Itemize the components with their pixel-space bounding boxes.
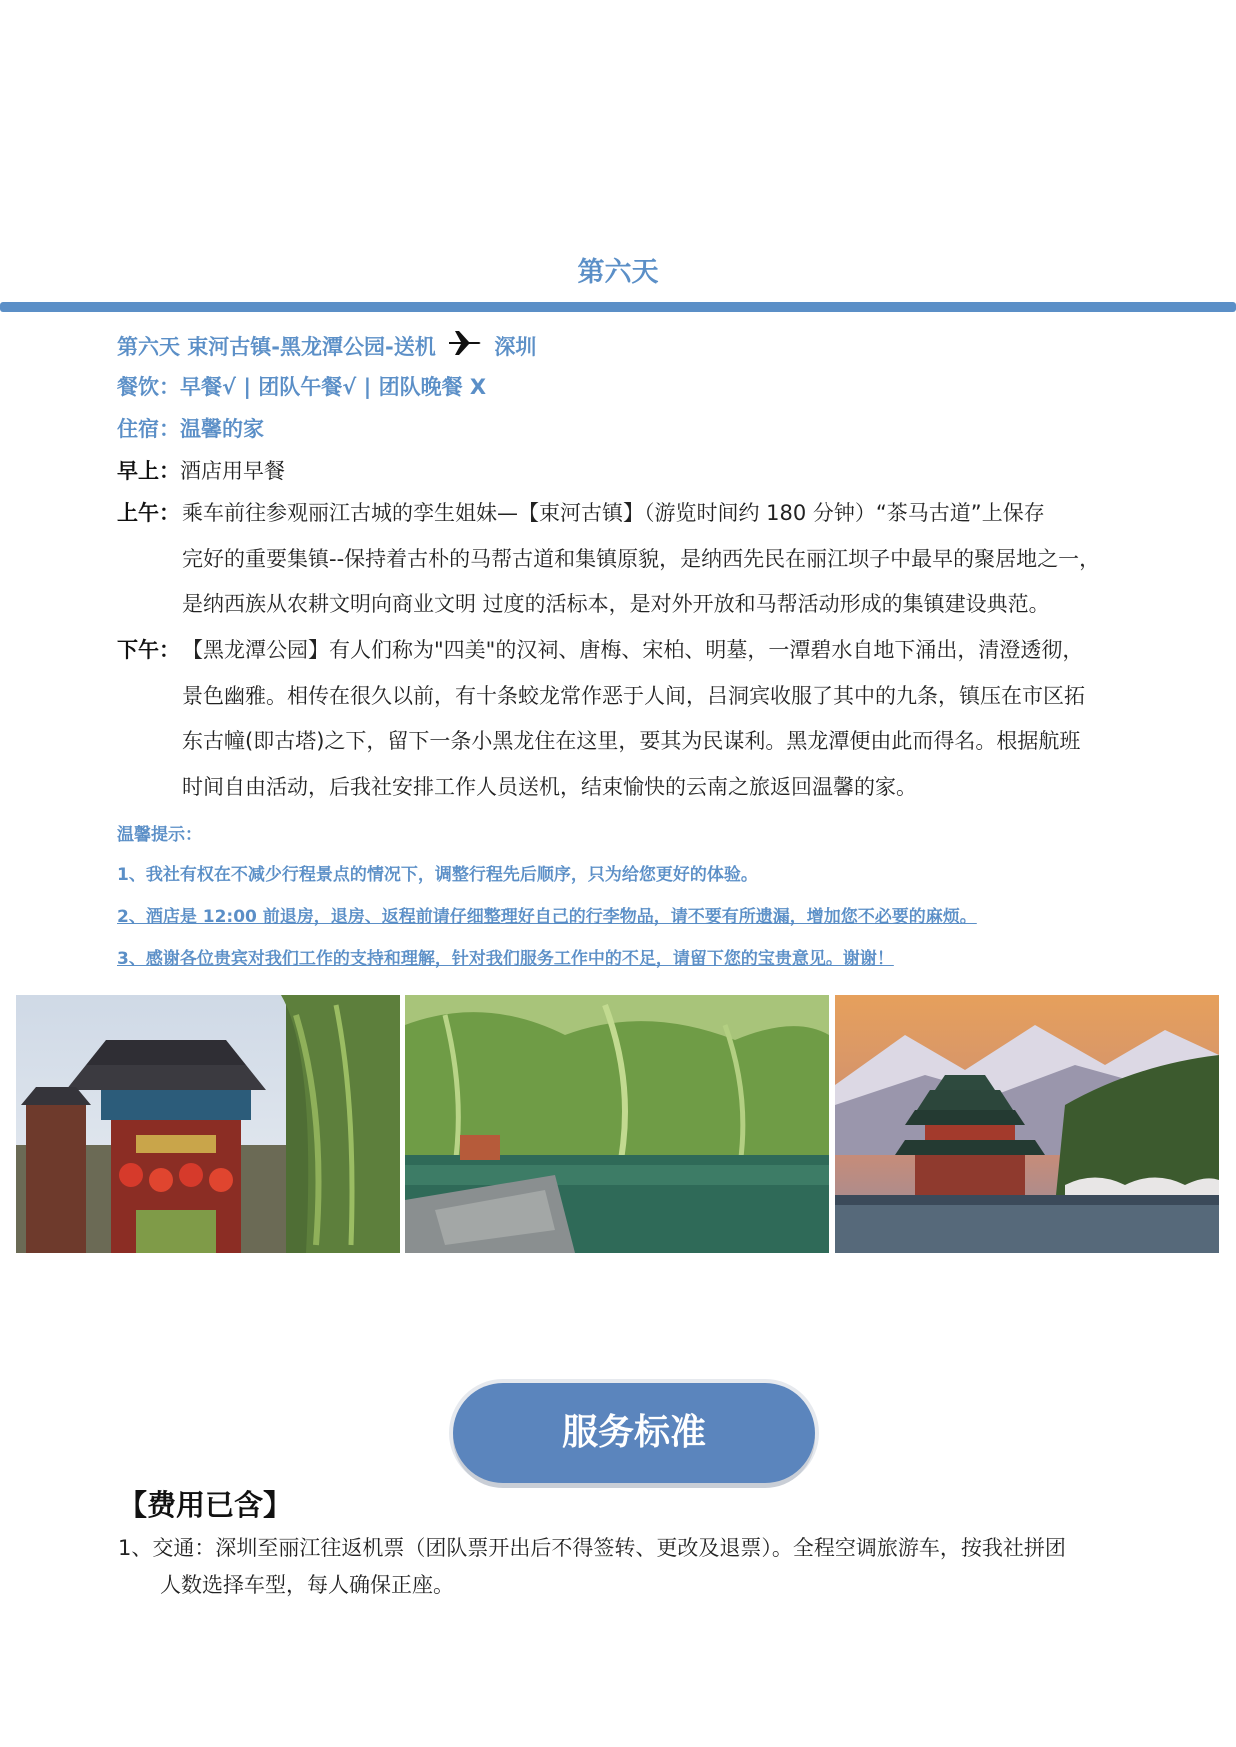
morning-text: 酒店用早餐 <box>180 459 285 483</box>
pm-line: 时间自由活动，后我社安排工作人员送机，结束愉快的云南之旅返回温馨的家。 <box>182 774 917 799</box>
pm-line: 景色幽雅。相传在很久以前，有十条蛟龙常作恶于人间，吕洞宾收服了其中的九条，镇压在市区拓 <box>182 683 1085 708</box>
morning-line <box>117 455 285 485</box>
tip-item: 3、感谢各位贵宾对我们工作的支持和理解，针对我们服务工作中的不足，请留下您的宝贵意见。谢谢！ <box>117 949 894 969</box>
route-line <box>117 328 536 363</box>
am-line: 是纳西族从农耕文明向商业文明 过度的活标本，是对外开放和马帮活动形成的集镇建设典范。 <box>182 592 1050 616</box>
fees-title: 【费用已含】 <box>118 1488 293 1522</box>
service-standard-heading: 服务标准 <box>453 1383 815 1483</box>
day-title: 第六天 <box>577 257 659 288</box>
am-line: 乘车前往参观丽江古城的孪生姐妹—【束河古镇】（游览时间约 180 分钟）“茶马古道”上保存 <box>182 501 1045 525</box>
snow-mountain-pavilion-photo <box>835 995 1219 1253</box>
header-rule <box>0 302 1236 312</box>
tip-item: 1、我社有权在不减少行程景点的情况下，调整行程先后顺序，只为给您更好的体验。 <box>117 865 758 885</box>
heilongtan-park-photo <box>405 995 829 1253</box>
tip-item: 2、酒店是 12:00 前退房，退房、返程前请仔细整理好自己的行李物品，请不要有所遗漏，增加您不必要的麻烦。 <box>117 907 977 927</box>
stay-line: 住宿：温馨的家 <box>117 417 264 441</box>
morning-label: 早上： <box>117 459 180 483</box>
am-label: 上午： <box>117 501 180 525</box>
route-destination: 深圳 <box>494 335 537 359</box>
route-text: 第六天 束河古镇-黑龙潭公园-送机 <box>117 335 436 359</box>
shuhe-gate-photo <box>16 995 400 1253</box>
pm-label: 下午： <box>117 638 180 662</box>
fee-item-line: 人数选择车型，每人确保正座。 <box>160 1573 454 1597</box>
pm-line: 【黑龙潭公园】有人们称为"四美"的汉祠、唐梅、宋柏、明墓，一潭碧水自地下涌出，清澄透彻， <box>182 638 1084 662</box>
am-line: 完好的重要集镇--保持着古朴的马帮古道和集镇原貌，是纳西先民在丽江坝子中最早的聚居地之一， <box>182 546 1101 571</box>
tips-heading: 温馨提示： <box>117 825 202 845</box>
fee-item-transport <box>118 1530 1066 1604</box>
pm-line: 东古幢(即古塔)之下，留下一条小黑龙住在这里，要其为民谋利。黑龙潭便由此而得名。根据航班 <box>182 729 1081 753</box>
airplane-icon <box>447 328 483 363</box>
fee-item-line: 1、交通：深圳至丽江往返机票（团队票开出后不得签转、更改及退票）。全程空调旅游车，按我社拼团 <box>118 1536 1066 1560</box>
meals-line: 餐饮：早餐√ | 团队午餐√ | 团队晚餐 X <box>117 375 487 399</box>
